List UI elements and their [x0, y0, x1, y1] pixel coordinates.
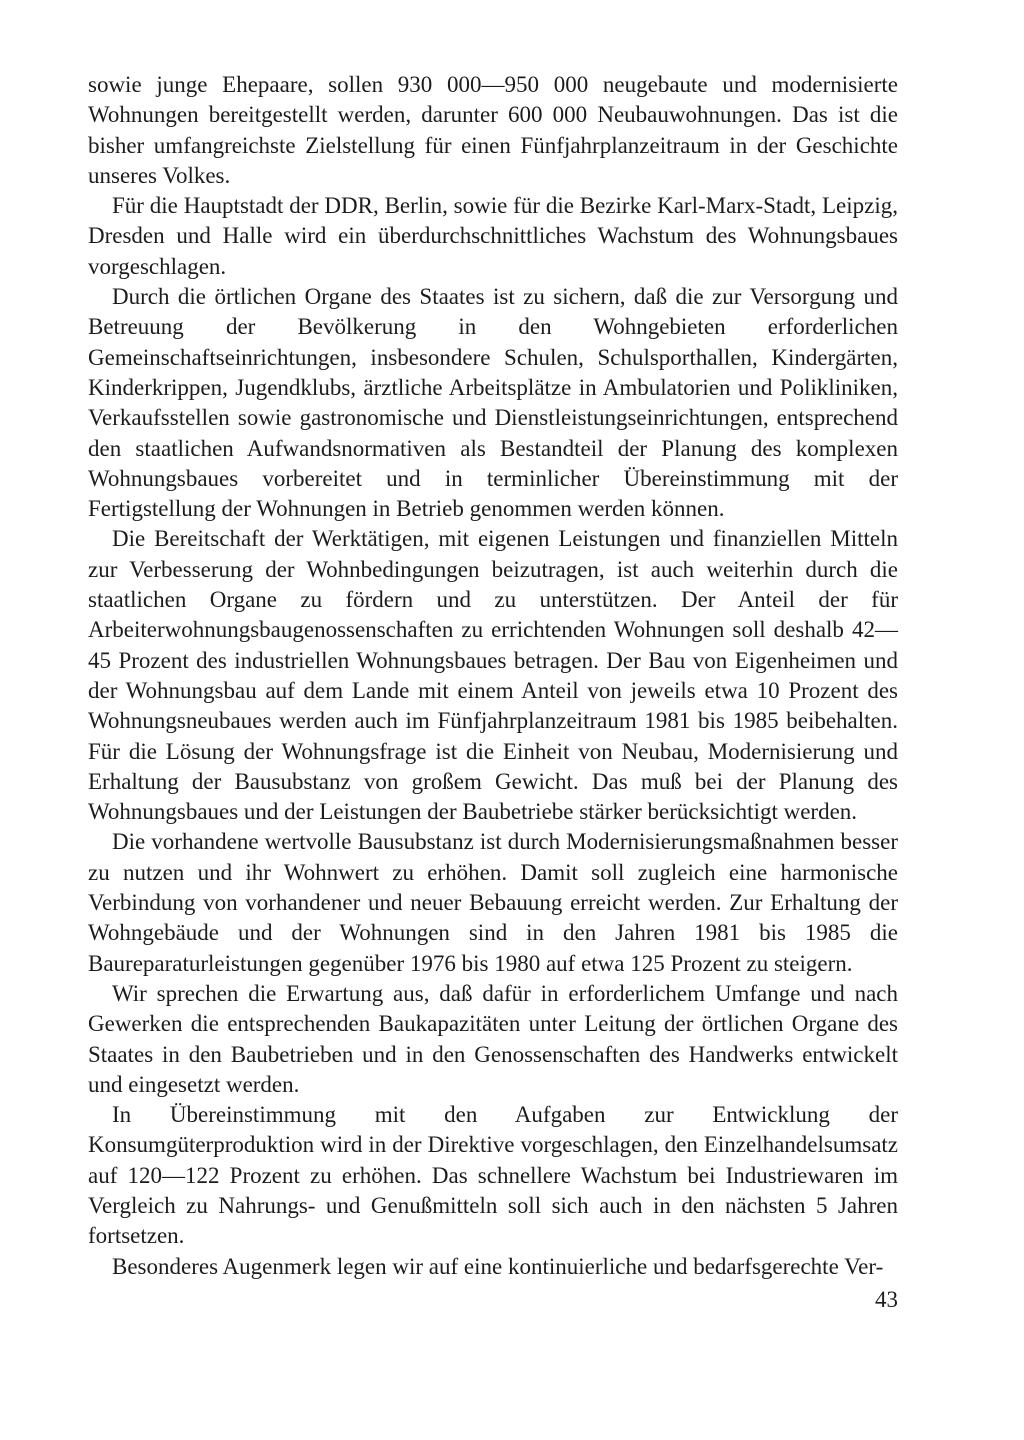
paragraph-1: sowie junge Ehepaare, sollen 930 000—950 000 neugebaute und modernisierte Wohnungen bereitgestellt werden, darunter 600 000 Neubauwohnungen. Das ist die bisher umfangreichste Zielstellung für einen Fünfjahrplanzeitraum in der Geschichte unseres Volkes. [88, 72, 898, 188]
paragraph-3: Durch die örtlichen Organe des Staates ist zu sichern, daß die zur Versorgung und Betreuung der Bevölkerung in den Wohngebieten erforderlichen Gemeinschaftseinrichtungen, insbesondere Schulen, Schulsporthallen, Kindergärten, Kinderkrippen, Jugendklubs, ärztliche Arbeitsplätze in Ambulatorien und Polikliniken, Verkaufsstellen sowie gastronomische und Dienstleistungseinrichtungen, entsprechend den staatlichen Aufwandsnormativen als Bestandteil der Planung des komplexen Wohnungsbaues vorbereitet und in terminlicher Übereinstimmung mit der Fertigstellung der Wohnungen in Betrieb genommen werden können. [88, 284, 898, 522]
page-number: 43 [875, 1287, 898, 1312]
paragraph-4: Die Bereitschaft der Werktätigen, mit eigenen Leistungen und finanziellen Mitteln zur Verbesserung der Wohnbedingungen beizutragen, ist auch weiterhin durch die staatlichen Organe zu fördern und zu unterstützen. Der Anteil der für Arbeiterwohnungsbaugenossenschaften zu errichtenden Wohnungen soll deshalb 42—45 Prozent des industriellen Wohnungsbaues betragen. Der Bau von Eigenheimen und der Wohnungsbau auf dem Lande mit einem Anteil von jeweils etwa 10 Prozent des Wohnungsneubaues werden auch im Fünfjahrplanzeitraum 1981 bis 1985 beibehalten. Für die Lösung der Wohnungsfrage ist die Einheit von Neubau, Modernisierung und Erhaltung der Bausubstanz von großem Gewicht. Das muß bei der Planung des Wohnungsbaues und der Leistungen der Baubetriebe stärker berücksichtigt werden. [88, 526, 898, 825]
paragraph-8: Besonderes Augenmerk legen wir auf eine kontinuierliche und bedarfsgerechte Ver- [112, 1253, 884, 1279]
paragraph-2: Für die Hauptstadt der DDR, Berlin, sowie für die Bezirke Karl-Marx-Stadt, Leipzig, Dresden und Halle wird ein überdurchschnittliches Wachstum des Wohnungsbaues vorgeschlagen. [88, 193, 898, 279]
paragraph-7: In Übereinstimmung mit den Aufgaben zur Entwicklung der Konsumgüterproduktion wird in der Direktive vorgeschlagen, den Einzelhandelsumsatz auf 120—122 Prozent zu erhöhen. Das schnellere Wachstum bei Industriewaren im Vergleich zu Nahrungs- und Genußmitteln soll sich auch in den nächsten 5 Jahren fortsetzen. [88, 1102, 898, 1249]
paragraph-6: Wir sprechen die Erwartung aus, daß dafür in erforderlichem Umfange und nach Gewerken die entsprechenden Baukapazitäten unter Leitung der örtlichen Organe des Staates in den Baubetrieben und in den Genossenschaften des Handwerks entwickelt und eingesetzt werden. [88, 980, 898, 1097]
paragraph-5: Die vorhandene wertvolle Bausubstanz ist durch Modernisierungsmaßnahmen besser zu nutzen und ihr Wohnwert zu erhöhen. Damit soll zugleich eine harmonische Verbindung von vorhandener und neuer Bebauung erreicht werden. Zur Erhaltung der Wohngebäude und der Wohnungen sind in den Jahren 1981 bis 1985 die Baureparaturleistungen gegenüber 1976 bis 1980 auf etwa 125 Prozent zu steigern. [88, 829, 898, 976]
page-body [88, 70, 898, 1282]
